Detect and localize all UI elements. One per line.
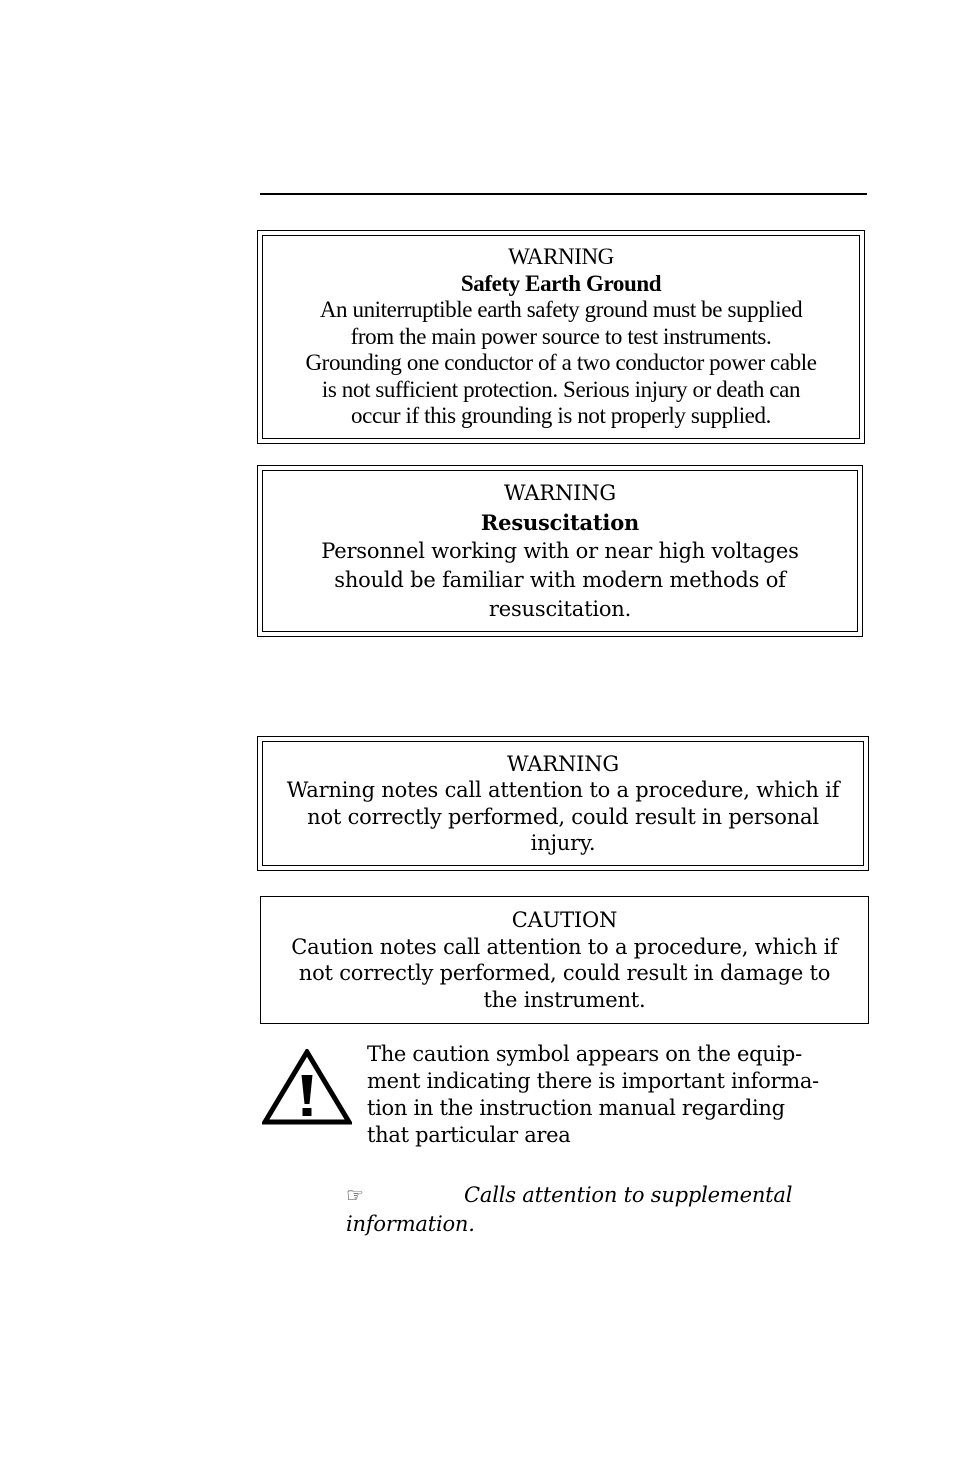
warning-title: Resuscitation bbox=[480, 509, 640, 535]
warning-heading: WARNING bbox=[507, 751, 619, 776]
warning-text-line: is not sufficient protection. Serious injury or death can bbox=[321, 376, 801, 402]
caution-heading: CAUTION bbox=[511, 908, 618, 932]
warning-box-safety-earth-ground bbox=[257, 230, 865, 444]
warning-text-line: occur if this grounding is not properly supplied. bbox=[351, 403, 771, 429]
caution-text-line: the instrument. bbox=[483, 987, 646, 1012]
warning-text-line: Warning notes call attention to a procedure, which if bbox=[286, 778, 840, 802]
supplemental-note bbox=[346, 1181, 846, 1239]
caution-symbol-description bbox=[367, 1041, 867, 1149]
caution-symbol-line: The caution symbol appears on the equip- bbox=[367, 1042, 802, 1066]
warning-text-line: injury. bbox=[530, 831, 596, 855]
warning-text-line: Personnel working with or near high voltages bbox=[321, 538, 799, 563]
warning-title: Safety Earth Ground bbox=[460, 270, 662, 296]
caution-symbol-line: that particular area bbox=[367, 1123, 571, 1147]
warning-text-line: should be familiar with modern methods of bbox=[334, 567, 786, 592]
caution-triangle-icon bbox=[262, 1049, 352, 1125]
caution-text-line: Caution notes call attention to a procedure, which if bbox=[291, 934, 838, 959]
supplemental-note-line: Calls attention to supplemental bbox=[464, 1183, 793, 1207]
warning-text-line: from the main power source to test instruments. bbox=[350, 323, 772, 349]
warning-box-notes bbox=[257, 736, 869, 871]
pointing-hand-icon: ☞ bbox=[346, 1183, 364, 1207]
warning-text-line: An uniterruptible earth safety ground must be supplied bbox=[319, 297, 803, 323]
caution-box-notes bbox=[260, 896, 869, 1024]
supplemental-note-line: information. bbox=[346, 1212, 475, 1236]
warning-text-line: not correctly performed, could result in personal bbox=[307, 804, 819, 829]
warning-heading: WARNING bbox=[508, 244, 614, 270]
header-rule bbox=[260, 193, 867, 195]
warning-box-resuscitation bbox=[257, 465, 863, 637]
warning-text-line: resuscitation. bbox=[488, 596, 632, 621]
caution-text-line: not correctly performed, could result in damage to bbox=[298, 961, 831, 985]
caution-symbol-line: tion in the instruction manual regarding bbox=[367, 1096, 785, 1120]
warning-heading: WARNING bbox=[504, 480, 616, 505]
warning-text-line: Grounding one conductor of a two conductor power cable bbox=[305, 350, 817, 376]
caution-symbol-line: ment indicating there is important informa- bbox=[367, 1069, 819, 1093]
